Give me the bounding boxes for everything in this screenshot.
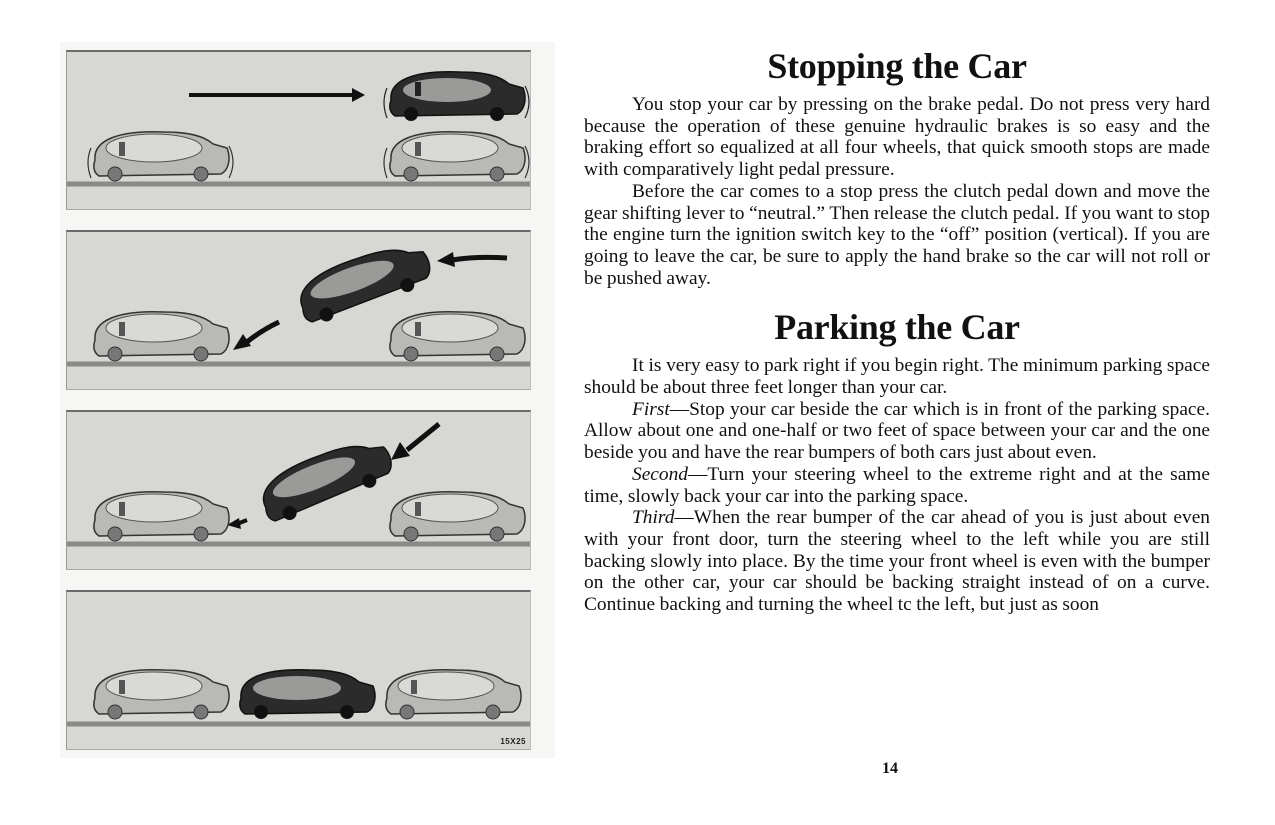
paragraph-step-second (584, 464, 1210, 507)
paragraph (584, 181, 1210, 290)
parked-car-icon (88, 132, 233, 181)
driver-car-icon (292, 236, 436, 329)
paragraph-text: It is very easy to park right if you begin right. The minimum parking space should be about three feet longer than your car. (584, 355, 1210, 399)
text-column (584, 44, 1210, 616)
page-number: 14 (882, 760, 898, 777)
parked-car-icon (94, 312, 229, 361)
step-label: First (632, 398, 670, 420)
section-heading-stopping: Stopping the Car (767, 46, 1027, 86)
paragraph-text: —Stop your car beside the car which is in front of the parking space. Allow about one and one-half or two feet of space between your car and the one beside you and have the rear bumpers of both cars just about even. (584, 398, 1210, 464)
parked-car-icon (384, 132, 529, 181)
paragraph (584, 355, 1210, 398)
driver-car-icon (384, 72, 529, 121)
step-label: Third (632, 507, 675, 529)
paragraph-text: —Turn your steering wheel to the extreme right and at the same time, slowly back your car into the parking space. (584, 463, 1210, 507)
parked-car-icon (94, 492, 229, 541)
step-label: Second (632, 463, 688, 485)
arrow-down-left-icon (391, 424, 439, 460)
arrow-left-icon (227, 518, 247, 529)
paragraph-text: —When the rear bumper of the car ahead of you is just about even with your front door, turn the steering wheel to the left while you are still backing slowly into place. By the time your front wheel is even with the bumper on the other car, your car should be backing straight instead of on a curve. Continue backing and turning the wheel tc the left, but just as soon (584, 507, 1210, 616)
arrow-right-icon (189, 88, 365, 102)
illustration-panel-2 (66, 230, 531, 390)
illustration-panel-3 (66, 410, 531, 570)
paragraph-step-third (584, 507, 1210, 616)
driver-car-icon (240, 670, 375, 719)
parked-car-icon (94, 670, 229, 719)
parked-car-icon (386, 670, 521, 719)
parked-car-icon (390, 492, 525, 541)
driver-car-icon (254, 431, 398, 527)
arrow-down-left-icon (233, 322, 279, 350)
plate-code: 15X25 (500, 737, 526, 746)
illustration-panel-1 (66, 50, 531, 210)
parked-car-icon (390, 312, 525, 361)
illustration-panel-4 (66, 590, 531, 750)
paragraph-text: Before the car comes to a stop press the clutch pedal down and move the gear shifting lever to “neutral.” Then release the clutch pedal. If you want to stop the engine turn the ignition switch key to the “off” position (vertical). If you are going to leave the car, be sure to apply the hand brake so the car will not roll or be pushed away. (584, 180, 1210, 289)
paragraph-step-first (584, 399, 1210, 464)
arrow-left-icon (437, 252, 507, 267)
parking-illustration (60, 42, 555, 758)
section-heading-parking: Parking the Car (774, 307, 1020, 348)
paragraph (584, 94, 1210, 181)
paragraph-text: You stop your car by pressing on the brake pedal. Do not press very hard because the operation of these genuine hydraulic brakes is so easy and the braking effort so equalized at all four wheels, that quick smooth stops are made with comparatively light pedal pressure. (584, 94, 1210, 181)
